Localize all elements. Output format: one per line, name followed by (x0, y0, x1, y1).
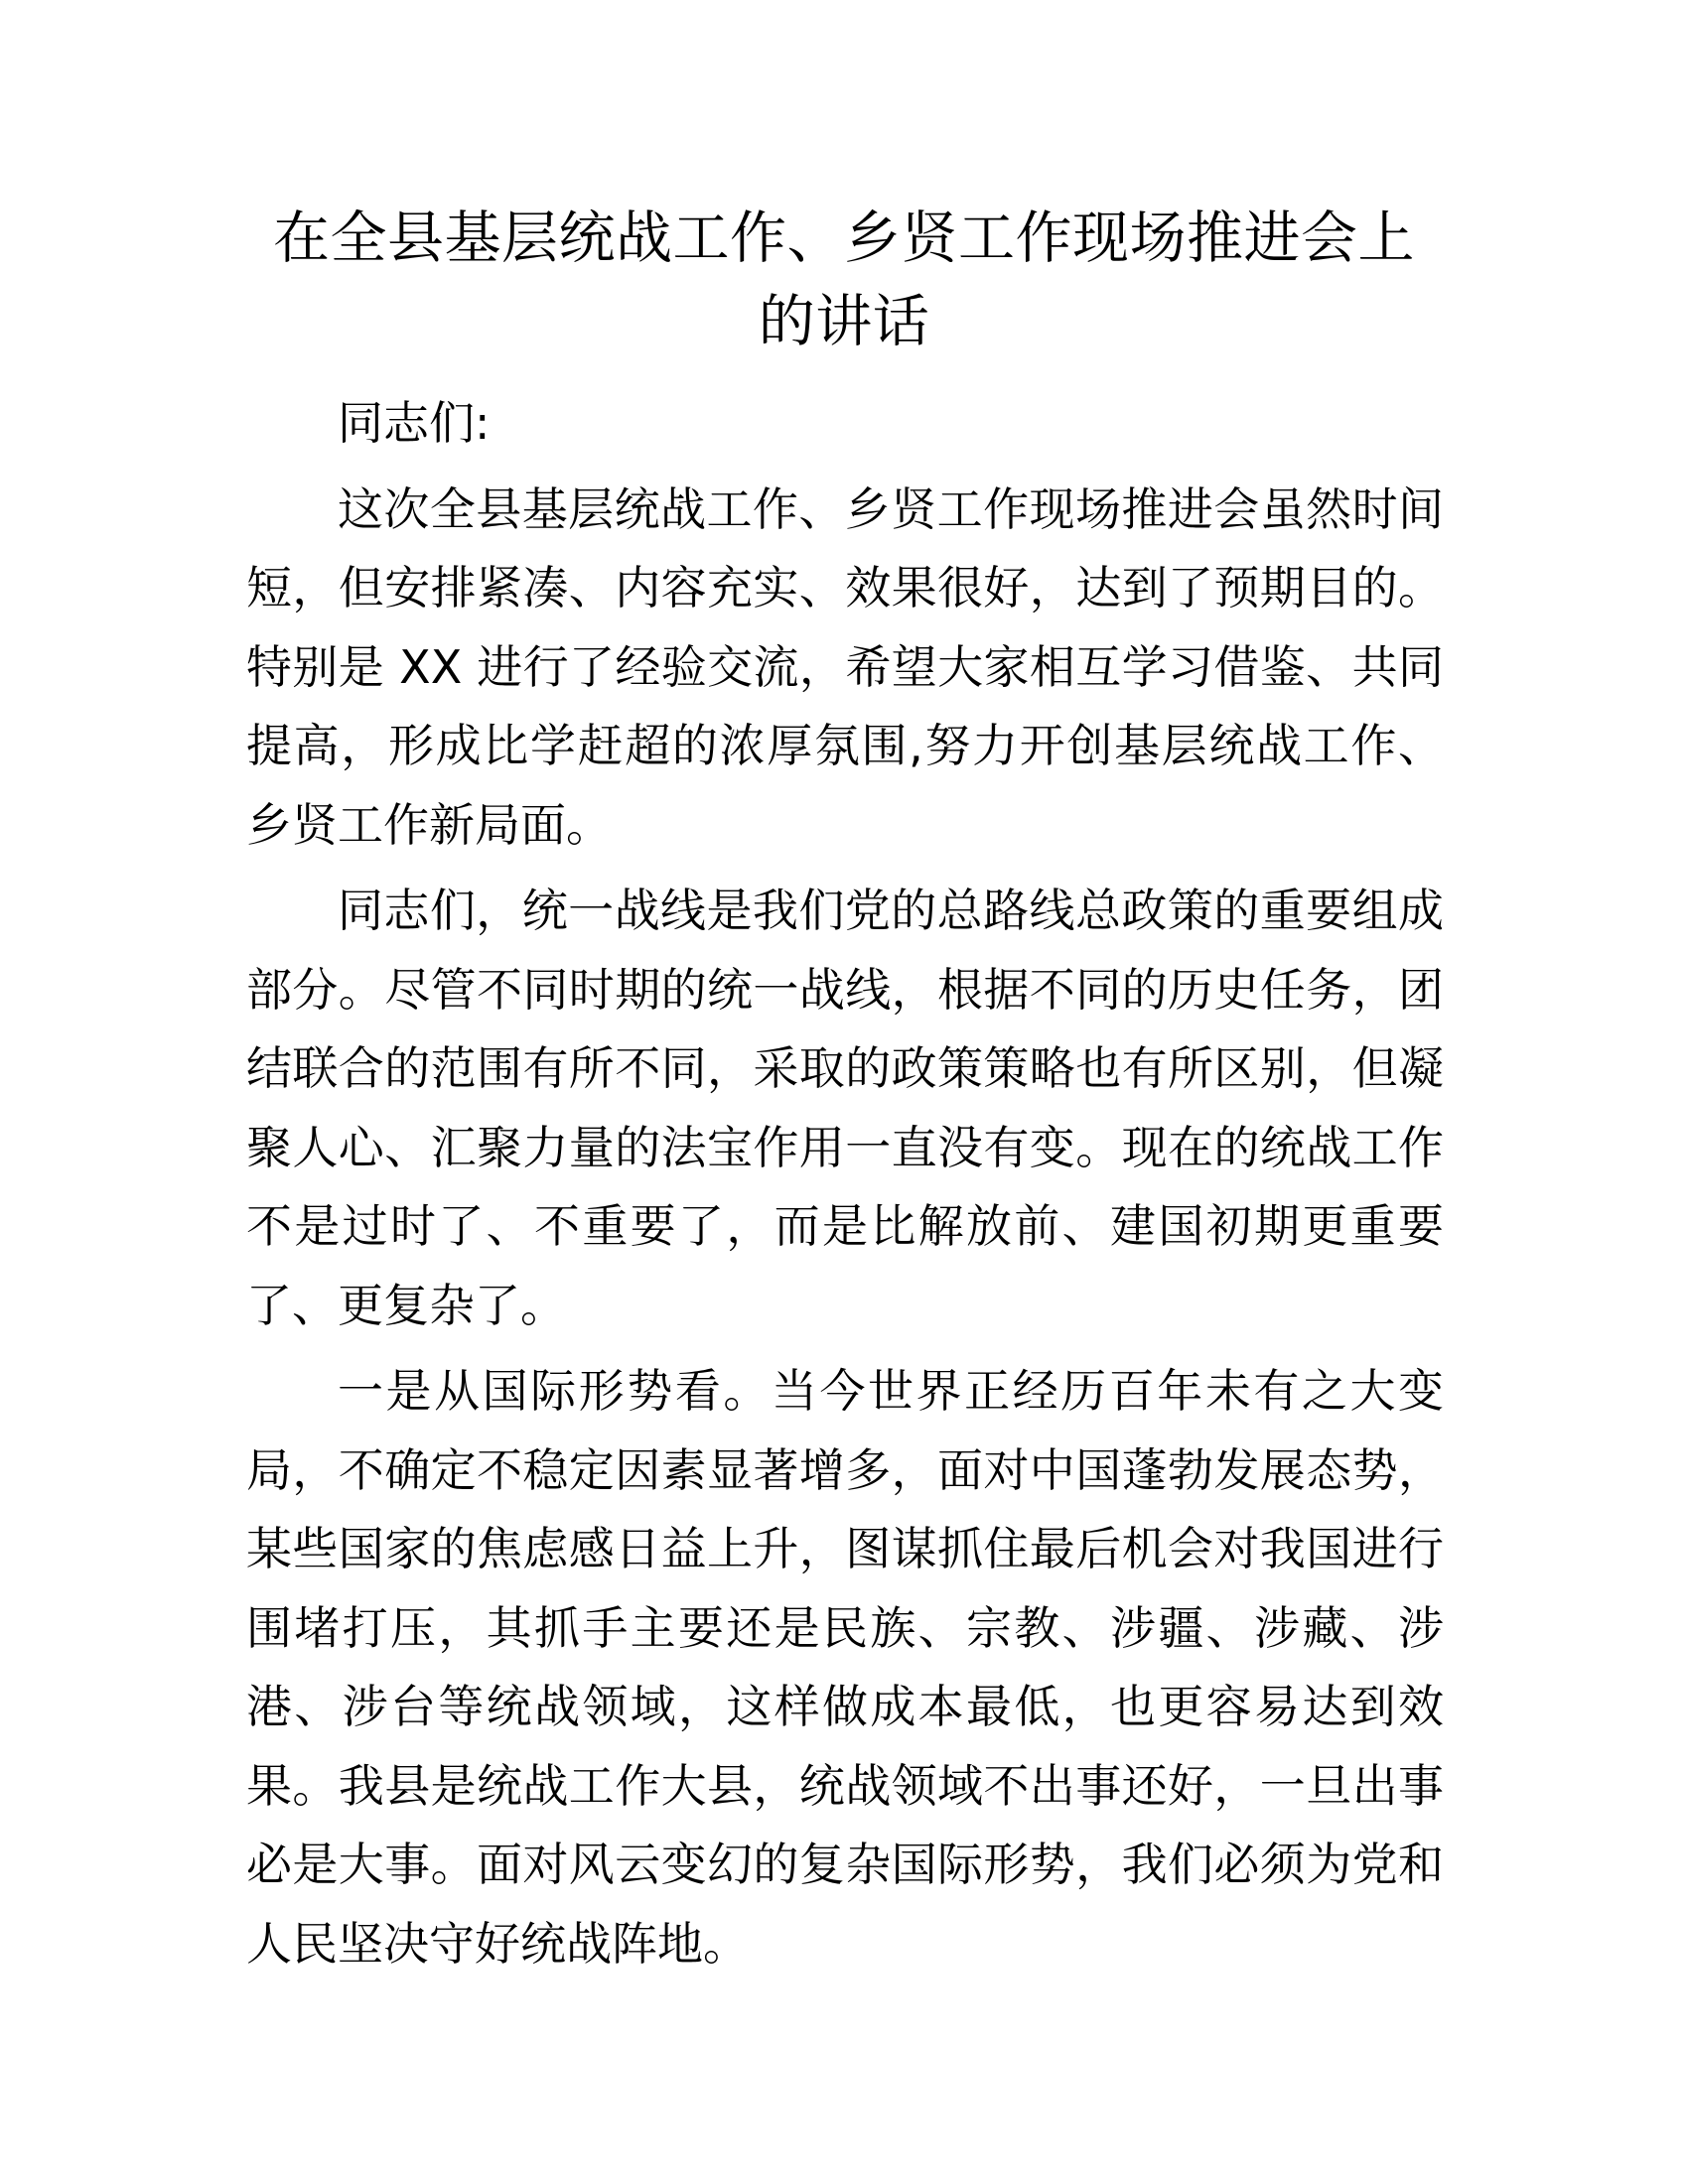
salutation: 同志们: (338, 396, 491, 450)
paragraph-2: 同志们，统一战线是我们党的总路线总政策的重要组成部分。尽管不同时期的统一战线，根据不同的历史任务，团结联合的范围有所不同，采取的政策策略也有所区别，但凝聚人心、汇聚力量的法宝作用一直没有变。现在的统战工作不是过时了、不重要了，而是比解放前、建国初期更重要了、更复杂了。 (246, 884, 1444, 1332)
paragraph-1: 这次全县基层统战工作、乡贤工作现场推进会虽然时间短，但安排紧凑、内容充实、效果很好，达到了预期目的。特别是 XX 进行了经验交流，希望大家相互学习借鉴、共同提高，形成比学赶超的浓厚氛围,努力开创基层统战工作、乡贤工作新局面。 (246, 481, 1444, 852)
paragraph-3: 一是从国际形势看。当今世界正经历百年未有之大变局，不确定不稳定因素显著增多，面对中国蓬勃发展态势，某些国家的焦虑感日益上升，图谋抓住最后机会对我国进行围堵打压，其抓手主要还是民族、宗教、涉疆、涉藏、涉港、涉台等统战领域，这样做成本最低，也更容易达到效果。我县是统战工作大县，统战领域不出事还好，一旦出事必是大事。面对风云变幻的复杂国际形势，我们必须为党和人民坚决守好统战阵地。 (246, 1364, 1444, 1971)
document-title: 在全县基层统战工作、乡贤工作现场推进会上的讲话 (273, 205, 1415, 354)
document-body (246, 384, 1444, 1983)
